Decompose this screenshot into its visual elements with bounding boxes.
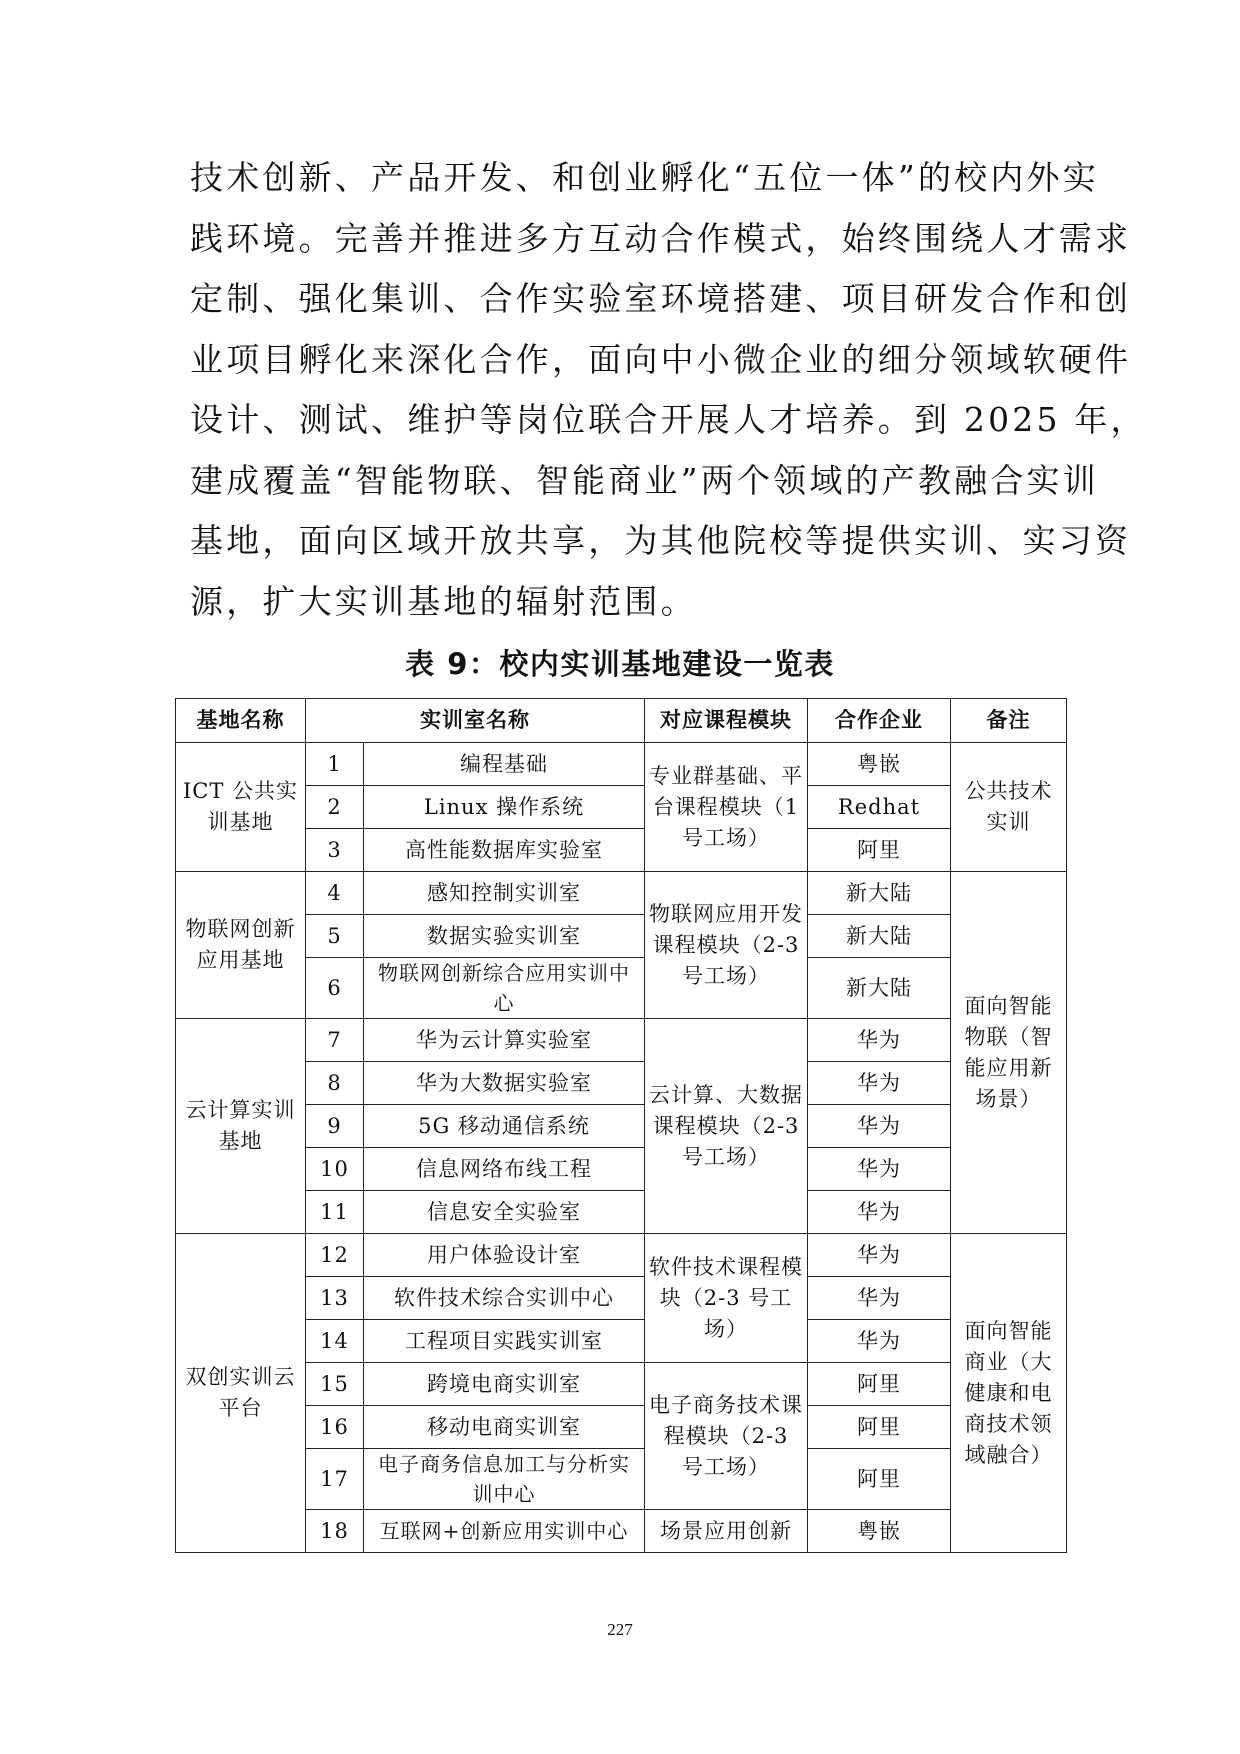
partner-company: 华为 xyxy=(808,1148,951,1191)
room-name: 软件技术综合实训中心 xyxy=(364,1277,645,1320)
paragraph-line: 建成覆盖“智能物联、智能商业”两个领域的产教融合实训 xyxy=(190,460,1099,500)
partner-company: 华为 xyxy=(808,1105,951,1148)
base-name-cell: 云计算实训基地 xyxy=(176,1019,306,1234)
base-name-cell: 双创实训云平台 xyxy=(176,1234,306,1553)
course-module-cell: 场景应用创新 xyxy=(645,1510,808,1553)
partner-company: 新大陆 xyxy=(808,872,951,915)
paragraph-line: 技术创新、产品开发、和创业孵化“五位一体”的校内外实 xyxy=(190,158,1099,197)
table-row xyxy=(176,1363,1067,1406)
table-row xyxy=(176,1234,1067,1277)
paragraph-line: 源，扩大实训基地的辐射范围。 xyxy=(190,581,697,621)
room-name: 信息网络布线工程 xyxy=(364,1148,645,1191)
room-name: 数据实验实训室 xyxy=(364,915,645,958)
paragraph-line: 定制、强化集训、合作实验室环境搭建、项目研发合作和创 xyxy=(190,279,1132,318)
room-name: 5G 移动通信系统 xyxy=(364,1105,645,1148)
training-base-table xyxy=(175,698,1067,1553)
row-number: 7 xyxy=(306,1019,364,1062)
table-row xyxy=(176,786,1067,829)
row-number: 15 xyxy=(306,1363,364,1406)
row-number: 8 xyxy=(306,1062,364,1105)
row-number: 4 xyxy=(306,872,364,915)
remarks-cell: 公共技术实训 xyxy=(951,743,1067,872)
paragraph-line: 践环境。完善并推进多方互动合作模式，始终围绕人才需求 xyxy=(190,218,1132,258)
partner-company: 新大陆 xyxy=(808,915,951,958)
room-name: 用户体验设计室 xyxy=(364,1234,645,1277)
room-name: 高性能数据库实验室 xyxy=(364,829,645,872)
room-name: 工程项目实践实训室 xyxy=(364,1320,645,1363)
paragraph-line: 业项目孵化来深化合作，面向中小微企业的细分领域软硬件 xyxy=(190,339,1132,379)
table-row xyxy=(176,915,1067,958)
base-name-cell: 物联网创新应用基地 xyxy=(176,872,306,1019)
table-row xyxy=(176,1449,1067,1510)
table-row xyxy=(176,1406,1067,1449)
row-number: 13 xyxy=(306,1277,364,1320)
partner-company: 粤嵌 xyxy=(808,743,951,786)
table-row xyxy=(176,1191,1067,1234)
course-module-cell: 软件技术课程模块（2-3 号工场） xyxy=(645,1234,808,1363)
room-name: 移动电商实训室 xyxy=(364,1406,645,1449)
table-row xyxy=(176,829,1067,872)
row-number: 1 xyxy=(306,743,364,786)
partner-company: 阿里 xyxy=(808,1406,951,1449)
course-module-cell: 物联网应用开发课程模块（2-3 号工场） xyxy=(645,872,808,1019)
room-name: 华为云计算实验室 xyxy=(364,1019,645,1062)
room-name: 跨境电商实训室 xyxy=(364,1363,645,1406)
header-base-name: 基地名称 xyxy=(176,699,306,743)
partner-company: 华为 xyxy=(808,1191,951,1234)
room-name: 互联网+创新应用实训中心 xyxy=(364,1510,645,1553)
table-row xyxy=(176,1019,1067,1062)
partner-company: 新大陆 xyxy=(808,958,951,1019)
header-remarks: 备注 xyxy=(951,699,1067,743)
partner-company: 粤嵌 xyxy=(808,1510,951,1553)
partner-company: 阿里 xyxy=(808,829,951,872)
partner-company: Redhat xyxy=(808,786,951,829)
room-name: 电子商务信息加工与分析实训中心 xyxy=(364,1449,645,1510)
room-name: 信息安全实验室 xyxy=(364,1191,645,1234)
row-number: 12 xyxy=(306,1234,364,1277)
table-row xyxy=(176,1062,1067,1105)
partner-company: 华为 xyxy=(808,1062,951,1105)
table-row xyxy=(176,1277,1067,1320)
partner-company: 华为 xyxy=(808,1320,951,1363)
page-number: 227 xyxy=(607,1620,633,1639)
partner-company: 华为 xyxy=(808,1234,951,1277)
row-number: 3 xyxy=(306,829,364,872)
table-header-row xyxy=(176,699,1067,743)
room-name: 编程基础 xyxy=(364,743,645,786)
table-row xyxy=(176,743,1067,786)
header-course-module: 对应课程模块 xyxy=(645,699,808,743)
table-row xyxy=(176,1105,1067,1148)
base-name-cell: ICT 公共实训基地 xyxy=(176,743,306,872)
partner-company: 阿里 xyxy=(808,1363,951,1406)
row-number: 17 xyxy=(306,1449,364,1510)
partner-company: 华为 xyxy=(808,1019,951,1062)
row-number: 16 xyxy=(306,1406,364,1449)
room-name: 物联网创新综合应用实训中心 xyxy=(364,958,645,1019)
table-row xyxy=(176,1510,1067,1553)
table-row xyxy=(176,1148,1067,1191)
row-number: 10 xyxy=(306,1148,364,1191)
remarks-cell: 面向智能物联（智能应用新场景） xyxy=(951,872,1067,1234)
course-module-cell: 电子商务技术课程模块（2-3 号工场） xyxy=(645,1363,808,1510)
paragraph-line: 设计、测试、维护等岗位联合开展人才培养。到 2025 年， xyxy=(190,400,1147,439)
room-name: 华为大数据实验室 xyxy=(364,1062,645,1105)
header-partner-company: 合作企业 xyxy=(808,699,951,743)
row-number: 9 xyxy=(306,1105,364,1148)
table-caption: 表 9：校内实训基地建设一览表 xyxy=(405,647,835,681)
course-module-cell: 云计算、大数据课程模块（2-3 号工场） xyxy=(645,1019,808,1234)
row-number: 6 xyxy=(306,958,364,1019)
course-module-cell: 专业群基础、平台课程模块（1 号工场） xyxy=(645,743,808,872)
remarks-cell: 面向智能商业（大健康和电商技术领域融合） xyxy=(951,1234,1067,1553)
body-paragraph xyxy=(190,148,1147,632)
table-row xyxy=(176,958,1067,1019)
row-number: 14 xyxy=(306,1320,364,1363)
table-row xyxy=(176,872,1067,915)
room-name: 感知控制实训室 xyxy=(364,872,645,915)
row-number: 18 xyxy=(306,1510,364,1553)
room-name: Linux 操作系统 xyxy=(364,786,645,829)
table-row xyxy=(176,1320,1067,1363)
partner-company: 华为 xyxy=(808,1277,951,1320)
header-room-name: 实训室名称 xyxy=(306,699,645,743)
row-number: 5 xyxy=(306,915,364,958)
paragraph-line: 基地，面向区域开放共享，为其他院校等提供实训、实习资 xyxy=(190,521,1132,560)
partner-company: 阿里 xyxy=(808,1449,951,1510)
row-number: 11 xyxy=(306,1191,364,1234)
row-number: 2 xyxy=(306,786,364,829)
